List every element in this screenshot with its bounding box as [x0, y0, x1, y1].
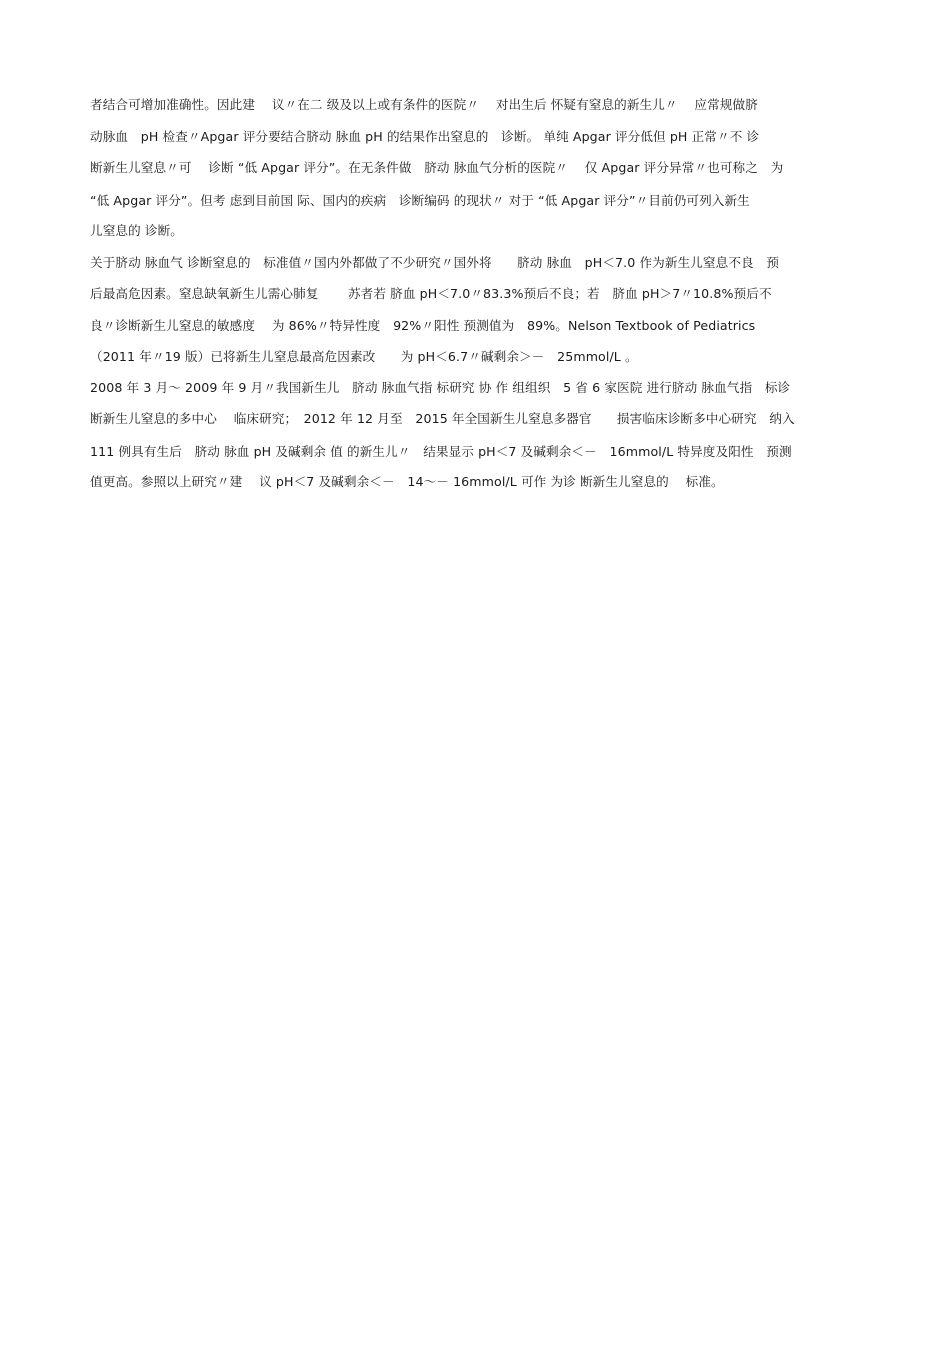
text-line: 断新生儿窒息〃可 诊断 “低 Apgar 评分”。在无条件做 脐动 脉血气分析的医院〃 仅 Apgar 评分异常〃也可称之 为 [90, 160, 784, 175]
text-line: 断新生儿窒息的多中心 临床研究； 2012 年 12 月至 2015 年全国新生儿窒息多器官 损害临床诊断多中心研究 纳入 [90, 411, 795, 426]
text-line: 者结合可增加准确性。因此建 议〃在二 级及以上或有条件的医院〃 对出生后 怀疑有窒息的新生儿〃 应常规做脐 [90, 97, 758, 112]
text-line: 值更高。参照以上研究〃建 议 pH＜7 及碱剩余＜－ 14～－ 16mmol/L 可作 为诊 断新生儿窒息的 标准。 [90, 474, 724, 489]
text-line: “低 Apgar 评分”。但考 虑到目前国 际、国内的疾病 诊断编码 的现状〃 对于 “低 Apgar 评分”〃目前仍可列入新生 [90, 193, 750, 208]
text-line: （2011 年〃19 版）已将新生儿窒息最高危因素改 为 pH＜6.7〃碱剩余＞－ 25mmol/L 。 [90, 349, 638, 364]
text-line: 2008 年 3 月～ 2009 年 9 月〃我国新生儿 脐动 脉血气指 标研究 协 作 组组织 5 省 6 家医院 进行脐动 脉血气指 标诊 [90, 380, 791, 395]
text-line: 关于脐动 脉血气 诊断窒息的 标准值〃国内外都做了不少研究〃国外将 脐动 脉血 pH＜7.0 作为新生儿窒息不良 预 [90, 255, 780, 270]
text-line: 后最高危因素。窒息缺氧新生儿需心肺复 苏者若 脐血 pH＜7.0〃83.3%预后不良；若 脐血 pH＞7〃10.8%预后不 [90, 286, 772, 301]
text-line: 良〃诊断新生儿窒息的敏感度 为 86%〃特异性度 92%〃阳性 预测值为 89%。Nelson Textbook of Pediatrics [90, 318, 756, 333]
text-line: 动脉血 pH 检查〃Apgar 评分要结合脐动 脉血 pH 的结果作出窒息的 诊断。 单纯 Apgar 评分低但 pH 正常〃不 诊 [90, 129, 760, 144]
text-line: 儿窒息的 诊断。 [90, 223, 183, 238]
text-line: 111 例具有生后 脐动 脉血 pH 及碱剩余 值 的新生儿〃 结果显示 pH＜7 及碱剩余＜－ 16mmol/L 特异度及阳性 预测 [90, 444, 792, 459]
